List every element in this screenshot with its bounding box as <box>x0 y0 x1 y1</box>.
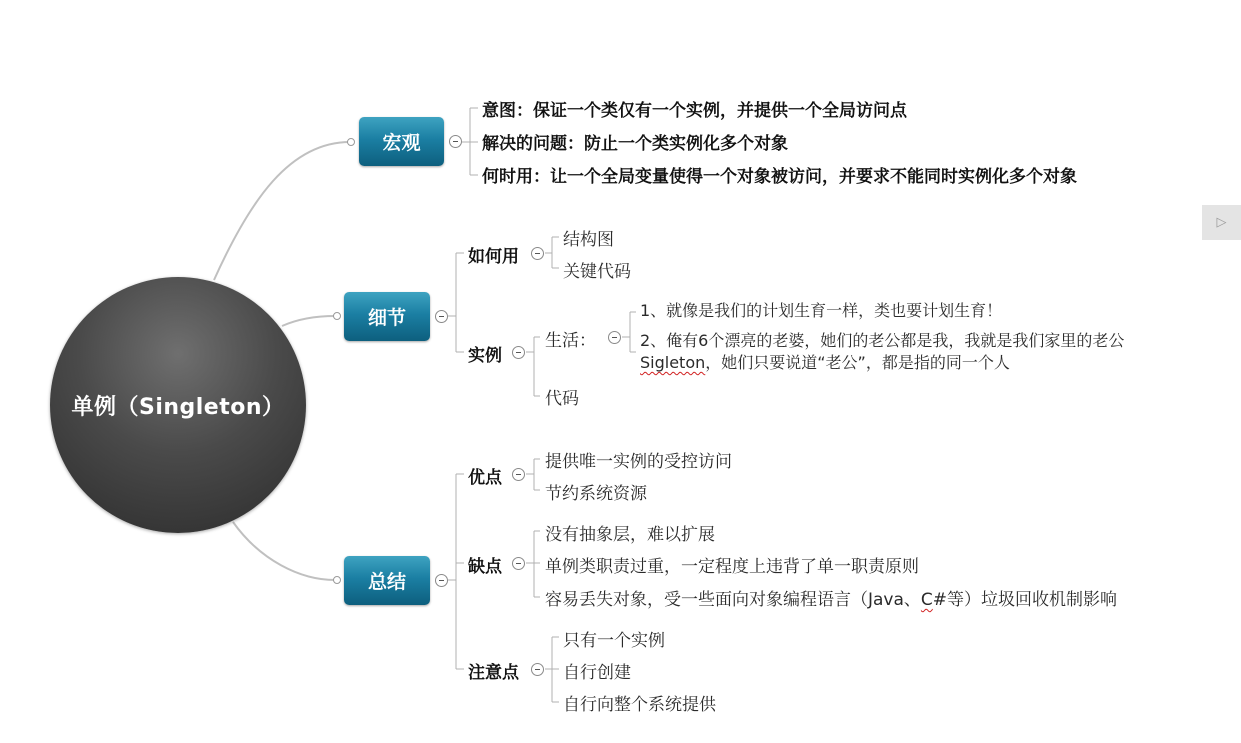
list-item: 关键代码 <box>563 262 631 282</box>
subtopic-notes[interactable]: 注意点 <box>468 663 519 683</box>
subtopic-how-to-use[interactable]: 如何用 <box>468 247 519 267</box>
subtopic-life[interactable]: 生活： <box>545 331 596 351</box>
list-item: 单例类职责过重，一定程度上违背了单一职责原则 <box>545 557 919 577</box>
branch-label: 细节 <box>367 307 406 329</box>
macro-item-problem: 解决的问题：防止一个类实例化多个对象 <box>482 134 788 154</box>
item-text-after: #等）垃圾回收机制影响 <box>932 590 1118 610</box>
subtopic-example[interactable]: 实例 <box>468 346 502 366</box>
list-item: 只有一个实例 <box>563 631 665 651</box>
detail-line-1: 2、俺有6个漂亮的老婆，她们的老公都是我，我就是我们家里的老公 <box>640 331 1125 350</box>
list-item: 没有抽象层，难以扩展 <box>545 525 715 545</box>
subtopic-advantages[interactable]: 优点 <box>468 468 502 488</box>
list-item-multiline <box>640 330 1124 374</box>
misspelled-word: C <box>920 590 933 610</box>
list-item: 提供唯一实例的受控访问 <box>545 452 732 472</box>
branch-connector-knob <box>333 312 341 320</box>
detail-line-2-rest: ，她们只要说道“老公”，都是指的同一个人 <box>705 353 1010 372</box>
branch-node-macro[interactable] <box>359 117 444 166</box>
list-item: 结构图 <box>563 230 614 250</box>
item-text-before: 容易丢失对象，受一些面向对象编程语言（Java、 <box>545 590 921 610</box>
list-item: 节约系统资源 <box>545 484 647 504</box>
collapse-toggle-icon[interactable] <box>512 557 525 570</box>
root-label: 单例（Singleton） <box>71 394 285 420</box>
list-item: 1、就像是我们的计划生育一样，类也要计划生育！ <box>640 301 1003 320</box>
collapse-toggle-icon[interactable] <box>608 331 621 344</box>
list-item: 自行向整个系统提供 <box>563 695 716 715</box>
collapse-toggle-icon[interactable] <box>512 346 525 359</box>
list-item: 代码 <box>545 389 579 409</box>
branch-connector-knob <box>347 138 355 146</box>
side-tab-glyph: ▷ <box>1216 215 1227 230</box>
collapse-toggle-icon[interactable] <box>531 663 544 676</box>
branch-label: 总结 <box>367 571 406 593</box>
play-triangle-icon[interactable] <box>1202 205 1241 240</box>
collapse-toggle-icon[interactable] <box>435 310 448 323</box>
collapse-toggle-icon[interactable] <box>531 247 544 260</box>
collapse-toggle-icon[interactable] <box>449 135 462 148</box>
macro-item-intent: 意图：保证一个类仅有一个实例，并提供一个全局访问点 <box>482 101 907 121</box>
collapse-toggle-icon[interactable] <box>435 574 448 587</box>
branch-node-summary[interactable] <box>344 556 430 605</box>
subtopic-disadvantages[interactable]: 缺点 <box>468 557 502 577</box>
list-item: 自行创建 <box>563 663 631 683</box>
branch-node-details[interactable] <box>344 292 430 341</box>
branch-label: 宏观 <box>382 132 421 154</box>
misspelled-word: Sigleton <box>640 353 706 372</box>
branch-connector-knob <box>333 576 341 584</box>
list-item <box>545 585 1117 610</box>
macro-item-when: 何时用：让一个全局变量使得一个对象被访问，并要求不能同时实例化多个对象 <box>482 167 1077 187</box>
detail-line-2 <box>640 352 1124 374</box>
root-node[interactable] <box>50 277 306 533</box>
collapse-toggle-icon[interactable] <box>512 468 525 481</box>
